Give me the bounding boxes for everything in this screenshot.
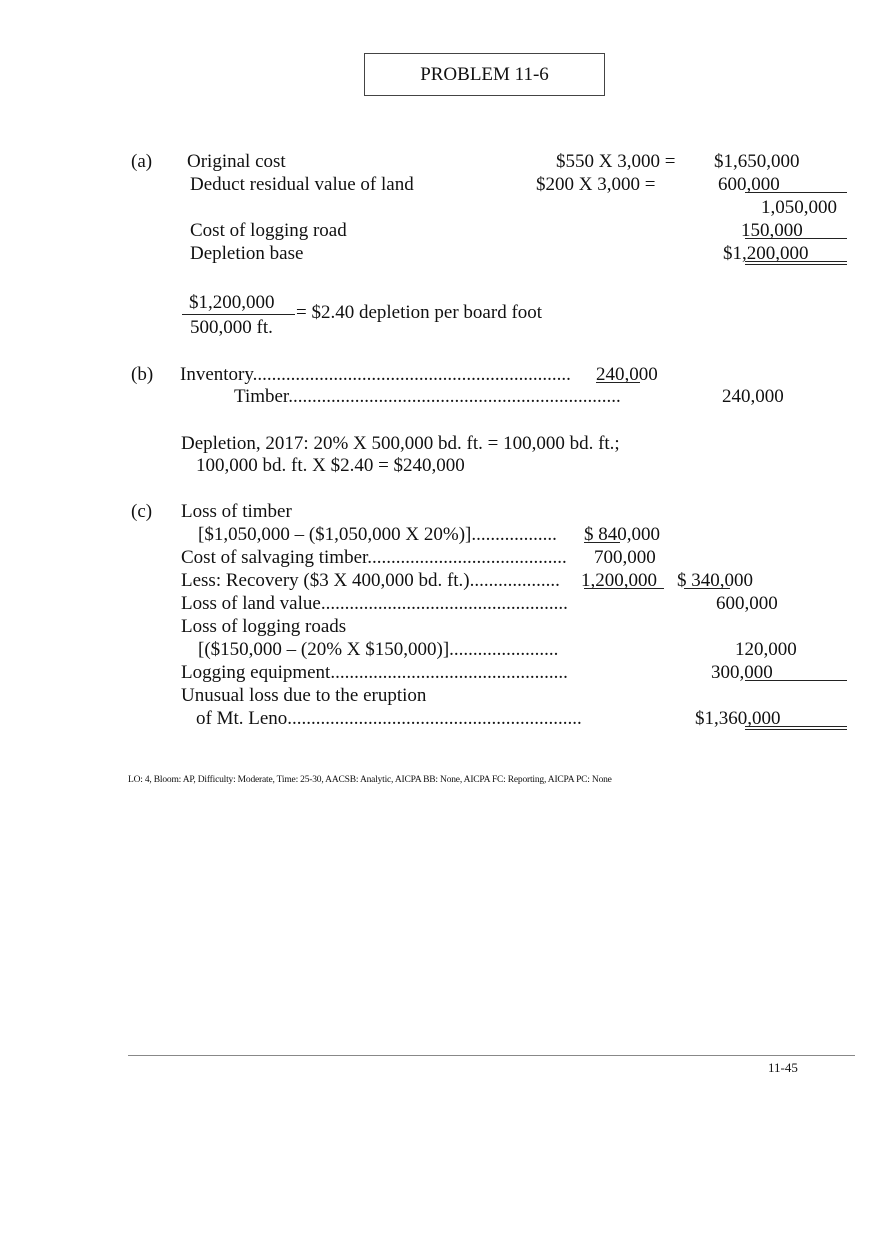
salvage-value: 700,000 <box>594 547 656 568</box>
unusual-loss-value: $1,360,000 <box>695 708 781 729</box>
land-loss-label: Loss of land value.................................................... <box>181 593 568 614</box>
equipment-underline <box>745 680 847 681</box>
residual-label: Deduct residual value of land <box>190 174 414 195</box>
subtotal-value: 1,050,000 <box>761 197 837 218</box>
roads-loss-value: 120,000 <box>735 639 797 660</box>
fraction-result: = $2.40 depletion per board foot <box>296 302 543 323</box>
problem-title: PROBLEM 11-6 <box>364 53 605 96</box>
debit-underline <box>596 382 640 383</box>
timber-loss-calc: [$1,050,000 – ($1,050,000 X 20%)].................. <box>198 524 557 545</box>
timber-loss-value: $ 840,000 <box>584 524 660 545</box>
footer-note: LO: 4, Bloom: AP, Difficulty: Moderate, Time: 25-30, AACSB: Analytic, AICPA BB: None, AICPA FC: Reporting, AICPA PC: None <box>128 775 612 785</box>
timber-loss-underline <box>584 542 620 543</box>
credit-value: 240,000 <box>722 386 784 407</box>
page-number: 11-45 <box>768 1060 798 1075</box>
debit-value: 240,000 <box>596 364 658 385</box>
original-cost-label: Original cost <box>187 151 286 172</box>
unusual-loss-label-1: Unusual loss due to the eruption <box>181 685 427 706</box>
residual-underline <box>745 192 847 193</box>
roads-loss-label: Loss of logging roads <box>181 616 347 637</box>
recovery-underline <box>584 588 664 589</box>
residual-calc: $200 X 3,000 = <box>536 174 656 195</box>
unusual-double-underline-2 <box>745 729 847 730</box>
base-value: $1,200,000 <box>723 243 809 264</box>
recovery-label: Less: Recovery ($3 X 400,000 bd. ft.)................... <box>181 570 560 591</box>
base-double-underline-1 <box>745 261 847 262</box>
recovery-value: 1,200,000 <box>581 570 657 591</box>
recovery-net: $ 340,000 <box>677 570 753 591</box>
debit-account: Inventory................................................................... <box>180 364 571 385</box>
land-loss-value: 600,000 <box>716 593 778 614</box>
roads-loss-calc: [($150,000 – (20% X $150,000)]....................... <box>198 639 559 660</box>
unusual-loss-label-2: of Mt. Leno.............................................................. <box>196 708 582 729</box>
road-value: 150,000 <box>741 220 803 241</box>
base-double-underline-2 <box>745 264 847 265</box>
fraction-numerator: $1,200,000 <box>189 292 275 313</box>
unusual-double-underline-1 <box>745 726 847 727</box>
base-label: Depletion base <box>190 243 304 264</box>
road-underline <box>745 238 847 239</box>
original-cost-value: $1,650,000 <box>714 151 800 172</box>
part-a-label: (a) <box>131 151 153 172</box>
depletion-note-line1: Depletion, 2017: 20% X 500,000 bd. ft. = 100,000 bd. ft.; <box>181 433 620 454</box>
part-b-label: (b) <box>131 364 154 385</box>
fraction-denominator: 500,000 ft. <box>190 317 273 338</box>
footer-divider <box>128 1055 855 1056</box>
road-label: Cost of logging road <box>190 220 347 241</box>
fraction-bar <box>182 314 295 315</box>
equipment-value: 300,000 <box>711 662 773 683</box>
residual-value: 600,000 <box>718 174 780 195</box>
timber-loss-label: Loss of timber <box>181 501 292 522</box>
original-cost-calc: $550 X 3,000 = <box>556 151 676 172</box>
recovery-net-underline <box>684 588 730 589</box>
salvage-label: Cost of salvaging timber.......................................... <box>181 547 567 568</box>
equipment-label: Logging equipment.................................................. <box>181 662 568 683</box>
depletion-note-line2: 100,000 bd. ft. X $2.40 = $240,000 <box>196 455 465 476</box>
credit-account: Timber...................................................................... <box>234 386 621 407</box>
part-c-label: (c) <box>131 501 153 522</box>
